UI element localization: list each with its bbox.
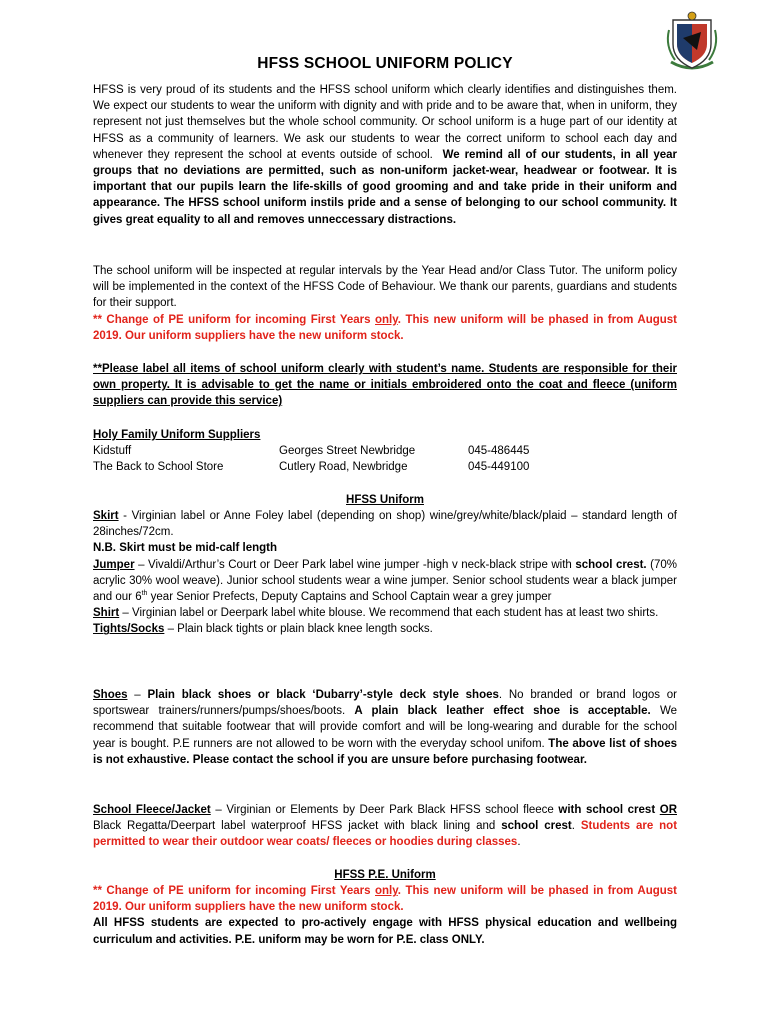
pe-change-prefix: ** Change of PE uniform for incoming First Years — [93, 885, 375, 897]
pe-change-notice — [93, 314, 677, 342]
skirt-item — [93, 508, 677, 540]
jumper-item — [93, 557, 677, 606]
shoes-bold-3: The above list of shoes is not exhaustive. Please contact the school if you are unsure before purchasing footwear. — [93, 737, 677, 766]
pe-change-suffix: . This new uniform will be phased in from August 2019. Our uniform suppliers have the new uniform stock. — [93, 885, 677, 914]
fleece-bold-2: school crest — [501, 820, 572, 833]
tights-item — [93, 621, 677, 637]
supplier-address: Cutlery Road, Newbridge — [279, 461, 408, 474]
intro-bold-text: We remind all of our students, in all year groups that no deviations are permitted, such as non-uniform jacket-wear, headwear or footwear. It is important that our pupils learn the life-skills of good grooming and and take pride in their uniform and appearance. The HFSS school uniform instils pride and a sense of belonging to our school community. It gives great equality to all and removes unneccessary distractions. — [93, 148, 677, 226]
shoes-label: Shoes — [93, 689, 128, 701]
supplier-address: Georges Street Newbridge — [279, 445, 416, 458]
fleece-label: School Fleece/Jacket — [93, 804, 211, 816]
fleece-text-1: – Virginian or Elements by Deer Park Black HFSS school fleece — [210, 804, 559, 816]
skirt-label: Skirt — [93, 510, 119, 522]
label-notice: **Please label all items of school uniform clearly with student’s name. Students are responsible for their own property. It is advisable to get the name or initials embroidered onto the coat and fleece (uniform suppliers can provide this service) — [93, 363, 677, 408]
pe-body: All HFSS students are expected to pro-actively engage with HFSS physical education and wellbeing curriculum and activities. P.E. uniform may be worn for P.E. class ONLY. — [93, 917, 677, 946]
uniform-section — [93, 508, 677, 638]
jumper-label: Jumper — [93, 558, 135, 571]
fleece-text-3: . — [571, 820, 581, 833]
pe-heading: HFSS P.E. Uniform — [334, 869, 436, 881]
pe-change-only: only — [375, 885, 398, 897]
shoes-bold-2: A plain black leather effect shoe is acceptable. — [354, 705, 651, 718]
shirt-item — [93, 605, 677, 621]
fleece-end: . — [517, 836, 521, 849]
supplier-phone: 045-449100 — [468, 461, 530, 474]
shoes-dash: – — [127, 689, 148, 701]
tights-text: – Plain black tights or plain black knee length socks. — [164, 623, 433, 636]
shirt-label: Shirt — [93, 607, 120, 620]
pe-change-suffix: . This new uniform will be phased in from August 2019. Our uniform suppliers have the new uniform stock. — [93, 313, 677, 342]
supplier-row — [93, 443, 677, 459]
shirt-text: – Virginian label or Deerpark label white blouse. We recommend that each student has at least two shirts. — [119, 607, 659, 620]
fleece-warning: Students are not permitted to wear their outdoor wear coats/ fleeces or hoodies during classes — [93, 820, 678, 849]
jumper-text-2: (70% acrylic 30% wool weave). Junior school students wear a wine jumper. Senior school students wear a black jumper and our 6 — [93, 558, 678, 604]
intro-paragraph — [93, 82, 677, 228]
tights-label: Tights/Socks — [93, 623, 165, 636]
jumper-text: – Vivaldi/Arthur’s Court or Deer Park label wine jumper -high v neck-black stripe with — [134, 558, 576, 571]
shoes-text-2: We recommend that suitable footwear that will provide comfort and will be long-wearing and durable for the school year is bought. P.E runners are not allowed to be worn with the everyday school unifom. — [93, 705, 677, 750]
intro-text: HFSS is very proud of its students and the HFSS school uniform which clearly identifies and distinguishes them. We expect our students to wear the uniform with dignity and with pride and to be aware that, when in uniform, they represent not just themselves but the whole school community. Or school uniform is a huge part of our identity at HFSS as a community of learners. We ask our students to wear the correct uniform to school each day and whenever they represent the school at events outside of school. — [93, 84, 677, 161]
pe-change-prefix: ** Change of PE uniform for incoming First Years — [93, 313, 375, 326]
fleece-or: OR — [659, 804, 677, 816]
pe-change-only: only — [375, 313, 398, 326]
shoes-bold-1: Plain black shoes or black ‘Dubarry’-style deck style shoes — [147, 689, 499, 701]
shoes-text-1: . No branded or brand logos or sportswear trainers/runners/pumps/shoes/boots. — [93, 689, 677, 718]
pe-change-notice-2 — [93, 885, 677, 913]
supplier-name: The Back to School Store — [93, 461, 224, 474]
inspection-paragraph — [93, 263, 677, 344]
uniform-heading: HFSS Uniform — [346, 494, 424, 506]
fleece-text-2: Black Regatta/Deerpart label waterproof HFSS jacket with black lining and — [93, 820, 502, 833]
pe-section — [93, 883, 677, 948]
fleece-section — [93, 802, 677, 851]
jumper-text-3: year Senior Prefects, Deputy Captains and School Captain wear a grey jumper — [147, 591, 552, 604]
skirt-text: - Virginian label or Anne Foley label (depending on shop) wine/grey/white/black/plaid – standard length of 28inches/72cm. — [93, 510, 677, 539]
jumper-crest-text: school crest. — [575, 558, 647, 571]
skirt-nb: N.B. Skirt must be mid-calf length — [93, 542, 278, 555]
supplier-row — [93, 459, 677, 475]
supplier-phone: 045-486445 — [468, 445, 530, 458]
shoes-section — [93, 687, 677, 768]
page-title: HFSS SCHOOL UNIFORM POLICY — [257, 55, 513, 72]
suppliers-section — [93, 427, 677, 476]
fleece-bold-1: with school crest — [558, 804, 656, 816]
supplier-name: Kidstuff — [93, 445, 132, 458]
jumper-superscript: th — [141, 590, 148, 598]
suppliers-heading: Holy Family Uniform Suppliers — [93, 429, 261, 441]
inspection-text: The school uniform will be inspected at regular intervals by the Year Head and/or Class Tutor. The uniform policy will be implemented in the context of the HFSS Code of Behaviour. We thank our parents, guardians and students for their support. — [93, 265, 677, 310]
